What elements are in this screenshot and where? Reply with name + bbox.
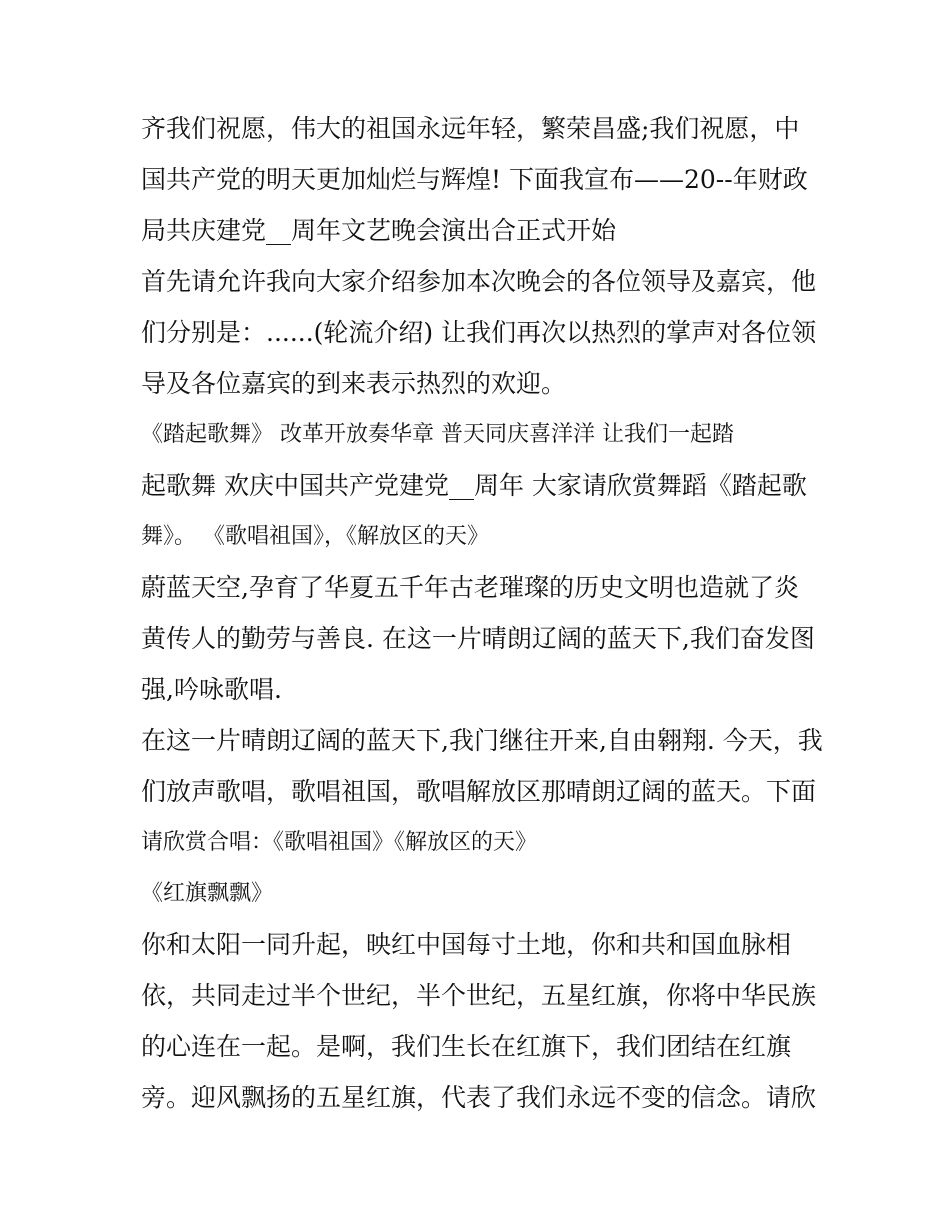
text-line: 强,吟咏歌唱. xyxy=(141,675,282,704)
text-line: 黄传人的勤劳与善良. 在这一片晴朗辽阔的蓝天下,我们奋发图 xyxy=(141,624,815,653)
text-line: 《踏起歌舞》 改革开放奏华章 普天同庆喜洋洋 让我们一起踏 xyxy=(141,422,734,447)
text-line: 请欣赏合唱：《歌唱祖国》《解放区的天》 xyxy=(141,830,538,855)
text-line: 们分别是：......(轮流介绍) 让我们再次以热烈的掌声对各位领 xyxy=(141,318,817,347)
text-line: 的心连在一起。是啊，我们生长在红旗下，我们团结在红旗 xyxy=(141,1032,792,1061)
text-line: 蔚蓝天空,孕育了华夏五千年古老璀璨的历史文明也造就了炎 xyxy=(141,573,799,602)
text-line: 们放声歌唱，歌唱祖国，歌唱解放区那晴朗辽阔的蓝天。下面 xyxy=(141,777,817,806)
text-line: 依，共同走过半个世纪，半个世纪，五星红旗，你将中华民族 xyxy=(141,981,817,1010)
text-line: 起歌舞 欢庆中国共产党建党__周年 大家请欣赏舞蹈《踏起歌 xyxy=(141,471,807,500)
text-line: 在这一片晴朗辽阔的蓝天下,我门继往开来,自由翱翔. 今天，我 xyxy=(141,726,823,755)
text-line: 导及各位嘉宾的到来表示热烈的欢迎。 xyxy=(141,369,567,398)
text-line: 国共产党的明天更加灿烂与辉煌! 下面我宣布——20--年财政 xyxy=(141,165,808,194)
text-line: 局共庆建党__周年文艺晚会演出合正式开始 xyxy=(141,216,617,245)
text-line: 《红旗飘飘》 xyxy=(141,881,274,906)
text-line: 首先请允许我向大家介绍参加本次晚会的各位领导及嘉宾，他 xyxy=(141,267,817,296)
text-line: 旁。迎风飘扬的五星红旗，代表了我们永远不变的信念。请欣 xyxy=(141,1083,817,1112)
text-line: 齐我们祝愿，伟大的祖国永远年轻，繁荣昌盛;我们祝愿，中 xyxy=(141,114,800,143)
text-line: 舞》。 《歌唱祖国》，《解放区的天》 xyxy=(141,524,489,549)
text-line: 你和太阳一同升起，映红中国每寸土地，你和共和国血脉相 xyxy=(141,930,792,959)
